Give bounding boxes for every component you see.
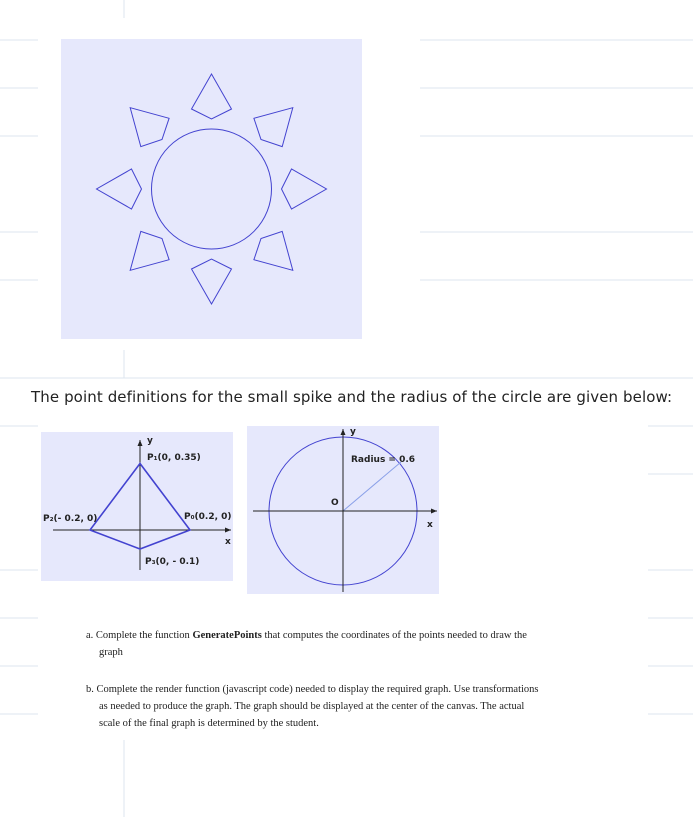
circle-plot	[247, 426, 439, 594]
point-label-p1: P₁(0, 0.35)	[147, 453, 201, 463]
x-axis-arrow	[431, 509, 437, 514]
point-label-p0: P₀(0.2, 0)	[184, 512, 232, 522]
y-axis-arrow	[341, 429, 346, 435]
spike-plot	[41, 432, 233, 581]
sun-spike	[130, 108, 169, 147]
point-label-p3: P₃(0, - 0.1)	[145, 557, 200, 567]
sun-spike	[192, 259, 232, 304]
origin-label: O	[331, 498, 339, 508]
question-b: b. Complete the render function (javascript code) needed to display the required graph. Use transformations as needed to produce the graph. The graph should be displayed at the center of the canvas. The actual scale of the final graph is determined by the student.	[86, 684, 539, 729]
sun-spike	[254, 108, 293, 147]
sun-spike	[282, 169, 327, 209]
radius-line	[343, 462, 401, 511]
spike-diagram	[41, 432, 233, 581]
circle-diagram	[247, 426, 439, 594]
question-a: a. Complete the function GeneratePoints that computes the coordinates of the points needed to draw the graph	[86, 630, 527, 658]
x-axis-label: x	[225, 537, 231, 547]
sun-spike	[97, 169, 142, 209]
x-axis-arrow	[225, 528, 231, 533]
sun-spike	[192, 74, 232, 119]
sun-spike	[130, 231, 169, 270]
function-name: GeneratePoints	[192, 630, 262, 641]
sun-figure	[61, 39, 362, 339]
y-axis-label: y	[147, 436, 153, 446]
y-axis-arrow	[138, 440, 143, 446]
sun-drawing	[61, 39, 362, 339]
sun-circle	[152, 129, 272, 249]
sun-spike	[254, 231, 293, 270]
y-axis-label: y	[350, 427, 356, 437]
caption-text: The point definitions for the small spike and the radius of the circle are given below:	[31, 388, 673, 406]
x-axis-label: x	[427, 520, 433, 530]
radius-label: Radius = 0.6	[351, 455, 416, 465]
point-label-p2: P₂(- 0.2, 0)	[43, 514, 98, 524]
